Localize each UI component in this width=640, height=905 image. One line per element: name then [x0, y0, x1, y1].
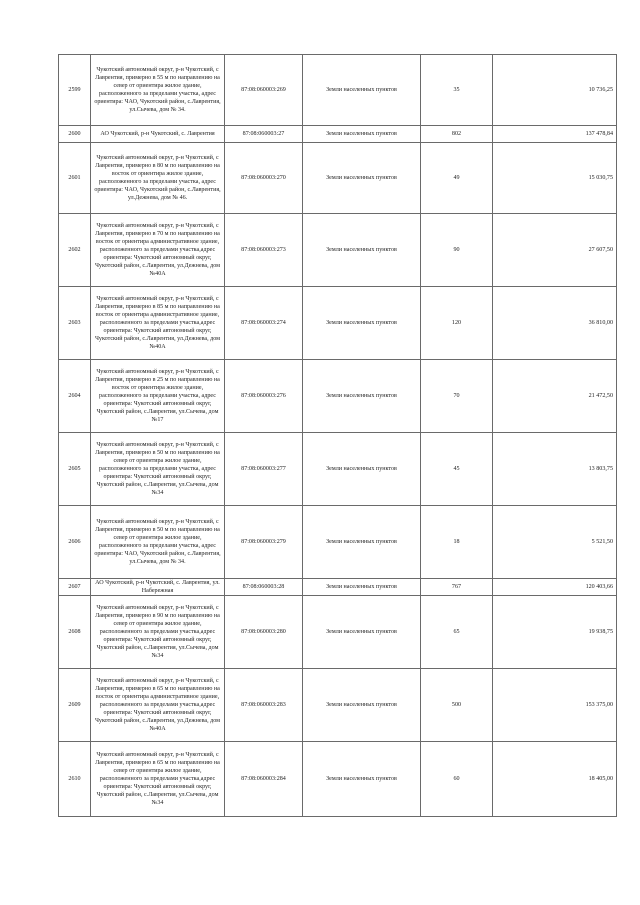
area-value: 35 — [421, 55, 493, 126]
cost-value: 21 472,50 — [493, 360, 617, 433]
land-category: Земли населенных пунктов — [303, 506, 421, 579]
area-value: 65 — [421, 596, 493, 669]
cadastral-number: 87:08:060003:279 — [225, 506, 303, 579]
area-value: 500 — [421, 669, 493, 742]
table-row — [59, 579, 617, 596]
land-category: Земли населенных пунктов — [303, 360, 421, 433]
address-cell: Чукотский автономный округ, р-н Чукотский, с Лаврентия, примерно в 25 м по направлению на восток от ориентира жилое здание, расположенного за пределами участка, адрес ориентира: Чукотский автономный округ, Чукотский район, с.Лаврентия, ул.Сычева, дом №17 — [91, 360, 225, 433]
cost-value: 36 810,00 — [493, 287, 617, 360]
area-value: 45 — [421, 433, 493, 506]
land-category: Земли населенных пунктов — [303, 669, 421, 742]
cadastral-number: 87:08:060003:280 — [225, 596, 303, 669]
row-number: 2603 — [59, 287, 91, 360]
land-category: Земли населенных пунктов — [303, 126, 421, 143]
cadastral-number: 87:08:060003:270 — [225, 143, 303, 214]
address-cell: Чукотский автономный округ, р-н Чукотский, с Лаврентия, примерно в 85 м по направлению на восток от ориентира административное здание, расположенного за пределами участка,адрес ориентира: Чукотский автономный округ, Чукотский район, с.Лаврентия, ул.Дежнева, дом №40А — [91, 287, 225, 360]
cadastral-number: 87:08:060003:277 — [225, 433, 303, 506]
area-value: 49 — [421, 143, 493, 214]
area-value: 120 — [421, 287, 493, 360]
table-row — [59, 143, 617, 214]
table-row — [59, 669, 617, 742]
cost-value: 13 803,75 — [493, 433, 617, 506]
address-cell: АО Чукотский, р-н Чукотский, с. Лаврентия, ул. Набережная — [91, 579, 225, 596]
table-row — [59, 742, 617, 817]
cost-value: 153 375,00 — [493, 669, 617, 742]
row-number: 2608 — [59, 596, 91, 669]
cost-value: 19 938,75 — [493, 596, 617, 669]
area-value: 60 — [421, 742, 493, 817]
table-body — [59, 55, 617, 817]
table-row — [59, 126, 617, 143]
cadastral-number: 87:08:060003:284 — [225, 742, 303, 817]
cadastral-number: 87:08:060003:276 — [225, 360, 303, 433]
land-category: Земли населенных пунктов — [303, 579, 421, 596]
row-number: 2605 — [59, 433, 91, 506]
cadastral-number: 87:08:060003:269 — [225, 55, 303, 126]
cost-value: 5 521,50 — [493, 506, 617, 579]
row-number: 2610 — [59, 742, 91, 817]
row-number: 2604 — [59, 360, 91, 433]
area-value: 18 — [421, 506, 493, 579]
land-category: Земли населенных пунктов — [303, 214, 421, 287]
land-category: Земли населенных пунктов — [303, 143, 421, 214]
row-number: 2609 — [59, 669, 91, 742]
cadastral-number: 87:08:060003:27 — [225, 126, 303, 143]
address-cell: Чукотский автономный округ, р-н Чукотский, с Лаврентия, примерно в 65 м по направлению на север от ориентира жилое здание, расположенного за пределами участка,адрес ориентира: Чукотский автономный округ, Чукотский район, с.Лаврентия, ул.Сычева, дом №34 — [91, 742, 225, 817]
cadastral-number: 87:08:060003:273 — [225, 214, 303, 287]
cost-value: 10 736,25 — [493, 55, 617, 126]
row-number: 2600 — [59, 126, 91, 143]
cadastral-number: 87:08:060003:28 — [225, 579, 303, 596]
land-category: Земли населенных пунктов — [303, 287, 421, 360]
area-value: 767 — [421, 579, 493, 596]
address-cell: Чукотский автономный округ, р-н Чукотский, с Лаврентия, примерно в 65 м по направлению на восток от ориентира административное здание, расположенного за пределами участка,адрес ориентира: Чукотский автономный округ, Чукотский район, с.Лаврентия, ул.Дежнева, дом №40А — [91, 669, 225, 742]
land-category: Земли населенных пунктов — [303, 433, 421, 506]
table-row — [59, 596, 617, 669]
address-cell: Чукотский автономный округ, р-н Чукотский, с Лаврентия, примерно в 50 м по направлению на север от ориентира жилое здание, расположенного за пределами участка, адрес ориентира: ЧАО, Чукотский район, с.Лаврентия, ул.Сычева, дом № 34. — [91, 506, 225, 579]
cadastral-number: 87:08:060003:274 — [225, 287, 303, 360]
table-row — [59, 214, 617, 287]
table-row — [59, 506, 617, 579]
cost-value: 120 403,66 — [493, 579, 617, 596]
area-value: 802 — [421, 126, 493, 143]
address-cell: Чукотский автономный округ, р-н Чукотский, с Лаврентия, примерно в 90 м по направлению на север от ориентира жилое здание, расположенного за пределами участка,адрес ориентира: Чукотский автономный округ, Чукотский район, с.Лаврентия, ул.Сычева, дом №34 — [91, 596, 225, 669]
table-row — [59, 360, 617, 433]
row-number: 2599 — [59, 55, 91, 126]
table-row — [59, 433, 617, 506]
land-plots-table — [58, 54, 617, 817]
row-number: 2607 — [59, 579, 91, 596]
address-cell: АО Чукотский, р-н Чукотский, с. Лаврентия — [91, 126, 225, 143]
land-category: Земли населенных пунктов — [303, 596, 421, 669]
table-row — [59, 55, 617, 126]
row-number: 2602 — [59, 214, 91, 287]
cost-value: 137 478,84 — [493, 126, 617, 143]
area-value: 70 — [421, 360, 493, 433]
cost-value: 27 607,50 — [493, 214, 617, 287]
document-page — [58, 54, 616, 817]
row-number: 2601 — [59, 143, 91, 214]
land-category: Земли населенных пунктов — [303, 55, 421, 126]
cadastral-number: 87:08:060003:283 — [225, 669, 303, 742]
land-category: Земли населенных пунктов — [303, 742, 421, 817]
address-cell: Чукотский автономный округ, р-н Чукотский, с Лаврентия, примерно в 80 м по направлению на восток от ориентира жилое здание, расположенного за пределами участка, адрес ориентира: ЧАО, Чукотский район, с.Лаврентия, ул.Дежнева, дом № 46. — [91, 143, 225, 214]
address-cell: Чукотский автономный округ, р-н Чукотский, с Лаврентия, примерно в 55 м по направлению на север от ориентира жилое здание, расположенного за пределами участка, адрес ориентира: ЧАО, Чукотский район, с.Лаврентия, ул.Сычева, дом № 34. — [91, 55, 225, 126]
row-number: 2606 — [59, 506, 91, 579]
address-cell: Чукотский автономный округ, р-н Чукотский, с Лаврентия, примерно в 70 м по направлению на восток от ориентира административное здание, расположенного за пределами участка,адрес ориентира: Чукотский автономный округ, Чукотский район, с.Лаврентия, ул.Дежнева, дом №40А — [91, 214, 225, 287]
address-cell: Чукотский автономный округ, р-н Чукотский, с Лаврентия, примерно в 50 м по направлению на север от ориентира жилое здание, расположенного за пределами участка, адрес ориентира: Чукотский автономный округ, Чукотский район, с.Лаврентия, ул.Сычева, дом №34 — [91, 433, 225, 506]
area-value: 90 — [421, 214, 493, 287]
table-row — [59, 287, 617, 360]
cost-value: 15 030,75 — [493, 143, 617, 214]
cost-value: 18 405,00 — [493, 742, 617, 817]
